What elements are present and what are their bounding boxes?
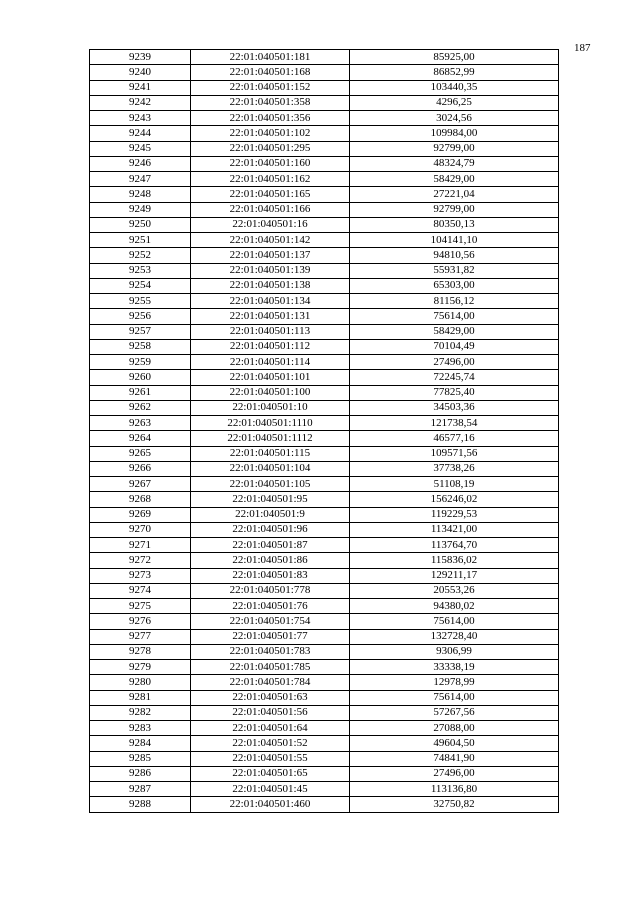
row-number-cell: 9269 [90,507,191,522]
table-row [90,309,559,324]
row-number-cell: 9268 [90,492,191,507]
table-row [90,583,559,598]
cadastral-number-cell: 22:01:040501:1112 [191,431,350,446]
cadastral-number-cell: 22:01:040501:52 [191,736,350,751]
row-number-cell: 9250 [90,217,191,232]
row-number-cell: 9239 [90,50,191,65]
value-cell: 12978,99 [350,675,559,690]
value-cell: 27496,00 [350,355,559,370]
table-row [90,50,559,65]
cadastral-number-cell: 22:01:040501:783 [191,644,350,659]
row-number-cell: 9255 [90,294,191,309]
table-row [90,248,559,263]
cadastral-number-cell: 22:01:040501:114 [191,355,350,370]
table-row [90,446,559,461]
row-number-cell: 9277 [90,629,191,644]
table-row [90,278,559,293]
cadastral-number-cell: 22:01:040501:83 [191,568,350,583]
value-cell: 104141,10 [350,233,559,248]
row-number-cell: 9280 [90,675,191,690]
value-cell: 92799,00 [350,141,559,156]
cadastral-number-cell: 22:01:040501:10 [191,400,350,415]
table-row [90,172,559,187]
cadastral-number-cell: 22:01:040501:160 [191,156,350,171]
value-cell: 34503,36 [350,400,559,415]
table-row [90,400,559,415]
table-row [90,599,559,614]
cadastral-number-cell: 22:01:040501:86 [191,553,350,568]
table-row [90,721,559,736]
row-number-cell: 9253 [90,263,191,278]
row-number-cell: 9241 [90,80,191,95]
cadastral-number-cell: 22:01:040501:96 [191,522,350,537]
cadastral-number-cell: 22:01:040501:460 [191,797,350,812]
value-cell: 72245,74 [350,370,559,385]
table-row [90,355,559,370]
value-cell: 48324,79 [350,156,559,171]
table-row [90,782,559,797]
value-cell: 121738,54 [350,416,559,431]
cadastral-number-cell: 22:01:040501:105 [191,477,350,492]
cadastral-number-cell: 22:01:040501:101 [191,370,350,385]
table-row [90,797,559,812]
row-number-cell: 9272 [90,553,191,568]
row-number-cell: 9251 [90,233,191,248]
table-row [90,614,559,629]
row-number-cell: 9273 [90,568,191,583]
value-cell: 81156,12 [350,294,559,309]
row-number-cell: 9266 [90,461,191,476]
cadastral-number-cell: 22:01:040501:162 [191,172,350,187]
cadastral-number-cell: 22:01:040501:1110 [191,416,350,431]
row-number-cell: 9246 [90,156,191,171]
value-cell: 46577,16 [350,431,559,446]
value-cell: 113421,00 [350,522,559,537]
row-number-cell: 9264 [90,431,191,446]
value-cell: 74841,90 [350,751,559,766]
value-cell: 77825,40 [350,385,559,400]
table-row [90,324,559,339]
cadastral-number-cell: 22:01:040501:65 [191,766,350,781]
value-cell: 70104,49 [350,339,559,354]
row-number-cell: 9252 [90,248,191,263]
cadastral-number-cell: 22:01:040501:139 [191,263,350,278]
row-number-cell: 9265 [90,446,191,461]
cadastral-number-cell: 22:01:040501:166 [191,202,350,217]
value-cell: 119229,53 [350,507,559,522]
cadastral-number-cell: 22:01:040501:56 [191,705,350,720]
cadastral-number-cell: 22:01:040501:87 [191,538,350,553]
cadastral-number-cell: 22:01:040501:754 [191,614,350,629]
cadastral-number-cell: 22:01:040501:112 [191,339,350,354]
table-row [90,461,559,476]
value-cell: 33338,19 [350,660,559,675]
table-body [90,50,559,813]
row-number-cell: 9248 [90,187,191,202]
value-cell: 58429,00 [350,172,559,187]
cadastral-number-cell: 22:01:040501:100 [191,385,350,400]
row-number-cell: 9286 [90,766,191,781]
value-cell: 37738,26 [350,461,559,476]
cadastral-number-cell: 22:01:040501:76 [191,599,350,614]
value-cell: 4296,25 [350,95,559,110]
table-row [90,294,559,309]
value-cell: 27221,04 [350,187,559,202]
value-cell: 57267,56 [350,705,559,720]
row-number-cell: 9274 [90,583,191,598]
cadastral-number-cell: 22:01:040501:152 [191,80,350,95]
cadastral-number-cell: 22:01:040501:785 [191,660,350,675]
table-row [90,675,559,690]
value-cell: 129211,17 [350,568,559,583]
table-row [90,416,559,431]
row-number-cell: 9249 [90,202,191,217]
cadastral-number-cell: 22:01:040501:137 [191,248,350,263]
value-cell: 32750,82 [350,797,559,812]
table-row [90,385,559,400]
value-cell: 113136,80 [350,782,559,797]
row-number-cell: 9256 [90,309,191,324]
value-cell: 80350,13 [350,217,559,232]
cadastral-number-cell: 22:01:040501:9 [191,507,350,522]
row-number-cell: 9270 [90,522,191,537]
row-number-cell: 9261 [90,385,191,400]
cadastral-number-cell: 22:01:040501:113 [191,324,350,339]
cadastral-number-cell: 22:01:040501:64 [191,721,350,736]
row-number-cell: 9258 [90,339,191,354]
value-cell: 115836,02 [350,553,559,568]
value-cell: 58429,00 [350,324,559,339]
table-row [90,370,559,385]
value-cell: 20553,26 [350,583,559,598]
row-number-cell: 9281 [90,690,191,705]
table-row [90,202,559,217]
row-number-cell: 9263 [90,416,191,431]
table-row [90,217,559,232]
value-cell: 51108,19 [350,477,559,492]
table-row [90,705,559,720]
row-number-cell: 9245 [90,141,191,156]
row-number-cell: 9287 [90,782,191,797]
value-cell: 103440,35 [350,80,559,95]
row-number-cell: 9254 [90,278,191,293]
table-row [90,339,559,354]
value-cell: 75614,00 [350,690,559,705]
cadastral-number-cell: 22:01:040501:102 [191,126,350,141]
value-cell: 27496,00 [350,766,559,781]
value-cell: 9306,99 [350,644,559,659]
table-row [90,629,559,644]
table-row [90,141,559,156]
table-row [90,751,559,766]
row-number-cell: 9247 [90,172,191,187]
row-number-cell: 9262 [90,400,191,415]
cadastral-number-cell: 22:01:040501:95 [191,492,350,507]
cadastral-number-cell: 22:01:040501:358 [191,95,350,110]
value-cell: 86852,99 [350,65,559,80]
cadastral-number-cell: 22:01:040501:778 [191,583,350,598]
row-number-cell: 9242 [90,95,191,110]
table-row [90,507,559,522]
row-number-cell: 9285 [90,751,191,766]
value-cell: 109571,56 [350,446,559,461]
cadastral-number-cell: 22:01:040501:104 [191,461,350,476]
table-row [90,522,559,537]
value-cell: 113764,70 [350,538,559,553]
value-cell: 92799,00 [350,202,559,217]
value-cell: 3024,56 [350,111,559,126]
table-row [90,187,559,202]
table-row [90,263,559,278]
table-row [90,568,559,583]
row-number-cell: 9267 [90,477,191,492]
row-number-cell: 9278 [90,644,191,659]
cadastral-number-cell: 22:01:040501:142 [191,233,350,248]
table-row [90,553,559,568]
row-number-cell: 9259 [90,355,191,370]
row-number-cell: 9240 [90,65,191,80]
value-cell: 75614,00 [350,614,559,629]
value-cell: 49604,50 [350,736,559,751]
row-number-cell: 9276 [90,614,191,629]
cadastral-number-cell: 22:01:040501:16 [191,217,350,232]
cadastral-number-cell: 22:01:040501:168 [191,65,350,80]
cadastral-number-cell: 22:01:040501:131 [191,309,350,324]
row-number-cell: 9275 [90,599,191,614]
row-number-cell: 9271 [90,538,191,553]
cadastral-number-cell: 22:01:040501:138 [191,278,350,293]
table-row [90,492,559,507]
cadastral-number-cell: 22:01:040501:45 [191,782,350,797]
table-row [90,690,559,705]
table-row [90,126,559,141]
cadastral-number-cell: 22:01:040501:63 [191,690,350,705]
value-cell: 94380,02 [350,599,559,614]
value-cell: 55931,82 [350,263,559,278]
value-cell: 65303,00 [350,278,559,293]
table-row [90,95,559,110]
row-number-cell: 9288 [90,797,191,812]
table-row [90,111,559,126]
row-number-cell: 9260 [90,370,191,385]
table-row [90,156,559,171]
value-cell: 132728,40 [350,629,559,644]
cadastral-number-cell: 22:01:040501:356 [191,111,350,126]
row-number-cell: 9279 [90,660,191,675]
table-row [90,644,559,659]
cadastral-number-cell: 22:01:040501:181 [191,50,350,65]
row-number-cell: 9282 [90,705,191,720]
value-cell: 75614,00 [350,309,559,324]
table-row [90,233,559,248]
table-row [90,766,559,781]
value-cell: 156246,02 [350,492,559,507]
value-cell: 27088,00 [350,721,559,736]
page-number: 187 [574,42,591,54]
table-row [90,65,559,80]
value-cell: 109984,00 [350,126,559,141]
row-number-cell: 9284 [90,736,191,751]
cadastral-number-cell: 22:01:040501:77 [191,629,350,644]
table-row [90,431,559,446]
row-number-cell: 9283 [90,721,191,736]
table-row [90,538,559,553]
row-number-cell: 9243 [90,111,191,126]
table-row [90,736,559,751]
cadastral-number-cell: 22:01:040501:115 [191,446,350,461]
value-cell: 85925,00 [350,50,559,65]
cadastral-number-cell: 22:01:040501:295 [191,141,350,156]
table-row [90,80,559,95]
cadastral-number-cell: 22:01:040501:165 [191,187,350,202]
cadastral-number-cell: 22:01:040501:784 [191,675,350,690]
value-cell: 94810,56 [350,248,559,263]
table-row [90,660,559,675]
row-number-cell: 9257 [90,324,191,339]
cadastral-number-cell: 22:01:040501:55 [191,751,350,766]
cadastral-number-cell: 22:01:040501:134 [191,294,350,309]
registry-table [89,49,559,813]
row-number-cell: 9244 [90,126,191,141]
table-row [90,477,559,492]
